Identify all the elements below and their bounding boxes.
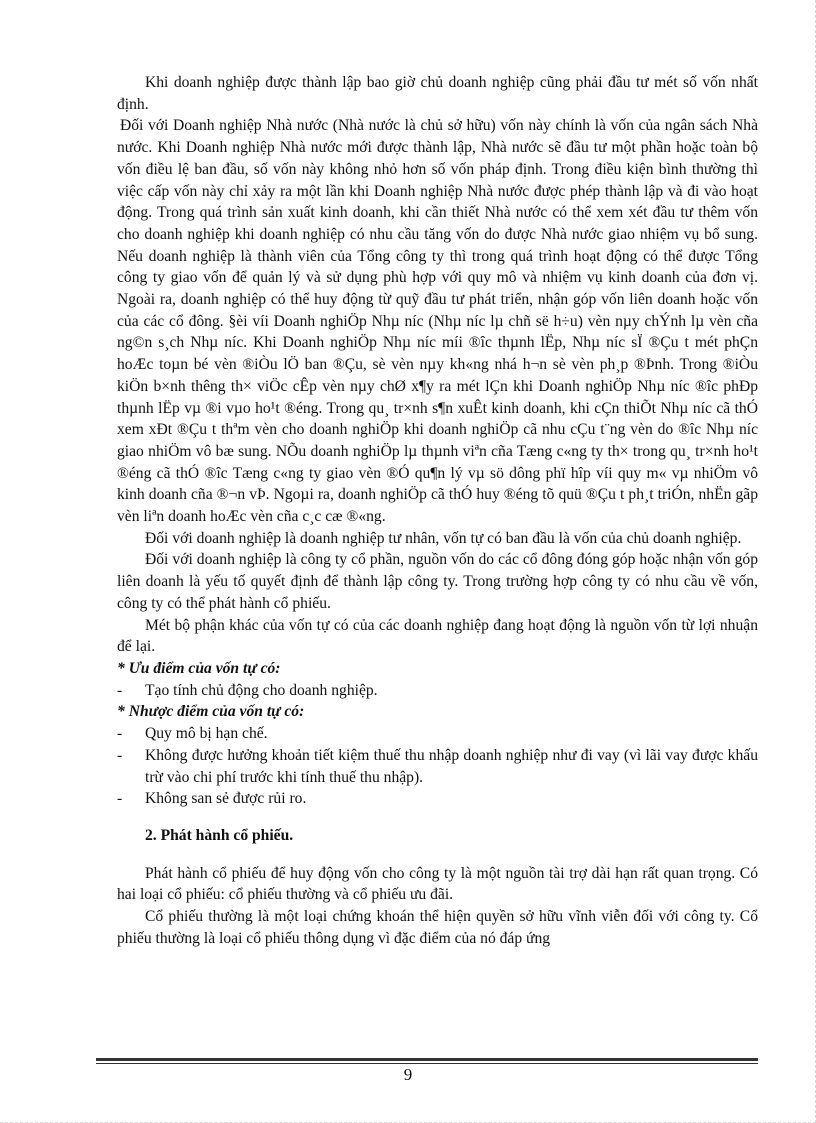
list-marker: -	[117, 746, 123, 764]
paragraph-intro: Khi doanh nghiệp được thành lập bao giờ chủ doanh nghiệp cũng phải đầu tư mét số vốn nhất định.	[117, 74, 758, 113]
disadvantages-heading: * Nhược điểm của vốn tự có:	[117, 703, 305, 721]
paragraph-retained-profit: Mét bộ phận khác của vốn tự có của các doanh nghiệp đang hoạt động là nguồn vốn từ lợi nhuận để lại.	[117, 616, 758, 656]
list-item-text: Không được hưởng khoản tiết kiệm thuế thu nhập doanh nghiệp như đi vay (vì lãi vay được khấu trừ vào chi phí trước khi tính thuế thu nhập).	[145, 746, 758, 786]
paragraph-common-stock: Cổ phiếu thường là một loại chứng khoán thể hiện quyền sở hữu vĩnh viễn đối với công ty. Cổ phiếu thường là loại cổ phiếu thông dụng vì đặc điểm của nó đáp ứng	[117, 908, 758, 947]
footer-divider	[96, 1058, 758, 1064]
list-item	[117, 745, 758, 788]
section-heading: 2. Phát hành cổ phiếu.	[145, 826, 294, 844]
list-item-text: Quy mô bị hạn chế.	[145, 725, 268, 743]
paragraph-stock-issue: Phát hành cổ phiếu để huy động vốn cho công ty là một nguồn tài trợ dài hạn rất quan trọng. Có hai loại cổ phiếu: cổ phiếu thường và cổ phiếu ưu đãi.	[117, 864, 758, 904]
paragraph-state-enterprise: Đối với Doanh nghiệp Nhà nước (Nhà nước là chủ sở hữu) vốn này chính là vốn của ngân sách Nhà nước. Khi Doanh nghiệp Nhà nước mới được thành lập, Nhà nước sẽ đầu tư một phần hoặc toàn bộ vốn điều lệ ban đầu, số vốn này không nhỏ hơn số vốn pháp định. Trong điều kiện bình thường thì việc cấp vốn này chỉ xảy ra một lần khi Doanh nghiệp Nhà nước được phép thành lập và đi vào hoạt động. Trong quá trình sản xuất kinh doanh, khi cần thiết Nhà nước có thể xem xét đầu tư thêm vốn cho doanh nghiệp khi doanh nghiệp có nhu cầu tăng vốn do được Nhà nước giao nhiệm vụ bổ sung. Nếu doanh nghiệp là thành viên của Tổng công ty thì trong quá trình hoạt động có thể được Tổng công ty giao vốn để quản lý và sử dụng phù hợp với quy mô và nhiệm vụ kinh doanh của đơn vị. Ngoài ra, doanh nghiệp có thể huy động từ quỹ đầu tư phát triển, nhận góp vốn liên doanh hoặc vốn của các cổ đông. §èi víi Doanh nghiÖp Nhµ níc (Nhµ níc lµ chñ së h÷u) vèn nµy chÝnh lµ vèn cña ng©n s¸ch Nhµ níc. Khi Doanh nghiÖp Nhµ níc míi ®îc thµnh lËp, Nhµ níc sÏ ®Çu t mét phÇn hoÆc toµn bé vèn ®iÒu lÖ ban ®Çu, sè vèn nµy kh«ng nhá h¬n sè vèn ph¸p ®Þnh. Trong ®iÒu kiÖn b×nh thêng th× viÖc cÊp vèn nµy chØ x¶y ra mét lÇn khi Doanh nghiÖp Nhµ níc ®îc phÐp thµnh lËp vµ ®i vµo ho¹t ®éng. Trong qu¸ tr×nh s¶n xuÊt kinh doanh, khi cÇn thiÕt Nhµ níc cã thÓ xem xÐt ®Çu t thªm vèn cho doanh nghiÖp khi doanh nghiÖp cã nhu cÇu t¨ng vèn do ®îc Nhµ níc giao nhiÖm vô bæ sung. NÕu doanh nghiÖp lµ thµnh viªn cña Tæng c«ng ty th× trong qu¸ tr×nh ho¹t ®éng cã thÓ ®îc Tæng c«ng ty giao vèn ®Ó qu¶n lý vµ sö dông phï hîp víi quy m« vµ nhiÖm vô kinh doanh cña ®¬n vÞ. Ngoµi ra, doanh nghiÖp cã thÓ huy ®éng tõ quü ®Çu t ph¸t triÓn, nhËn gãp vèn liªn doanh hoÆc vèn cña c¸c cæ ®«ng.	[117, 117, 758, 526]
list-item-text: Không san sẻ được rủi ro.	[145, 790, 307, 808]
list-marker: -	[117, 790, 123, 808]
list-item	[117, 788, 758, 810]
list-marker: -	[117, 725, 123, 743]
list-marker: -	[117, 681, 123, 699]
list-item	[117, 680, 758, 702]
list-item-text: Tạo tính chủ động cho doanh nghiệp.	[145, 681, 378, 699]
page-number: 9	[403, 1065, 413, 1084]
advantages-heading: * Ưu điểm của vốn tự có:	[117, 659, 281, 677]
paragraph-private-enterprise: Đối với doanh nghiệp là doanh nghiệp tư nhân, vốn tự có ban đầu là vốn của chủ doanh nghiệp.	[145, 529, 742, 547]
list-item	[117, 723, 758, 745]
document-body	[117, 72, 758, 949]
paragraph-joint-stock: Đối với doanh nghiệp là công ty cổ phần, nguồn vốn do các cổ đông đóng góp hoặc nhận vốn góp liên doanh là yếu tố quyết định để thành lập công ty. Trong trường hợp công ty có nhu cầu về vốn, công ty có thể phát hành cổ phiếu.	[117, 551, 758, 612]
